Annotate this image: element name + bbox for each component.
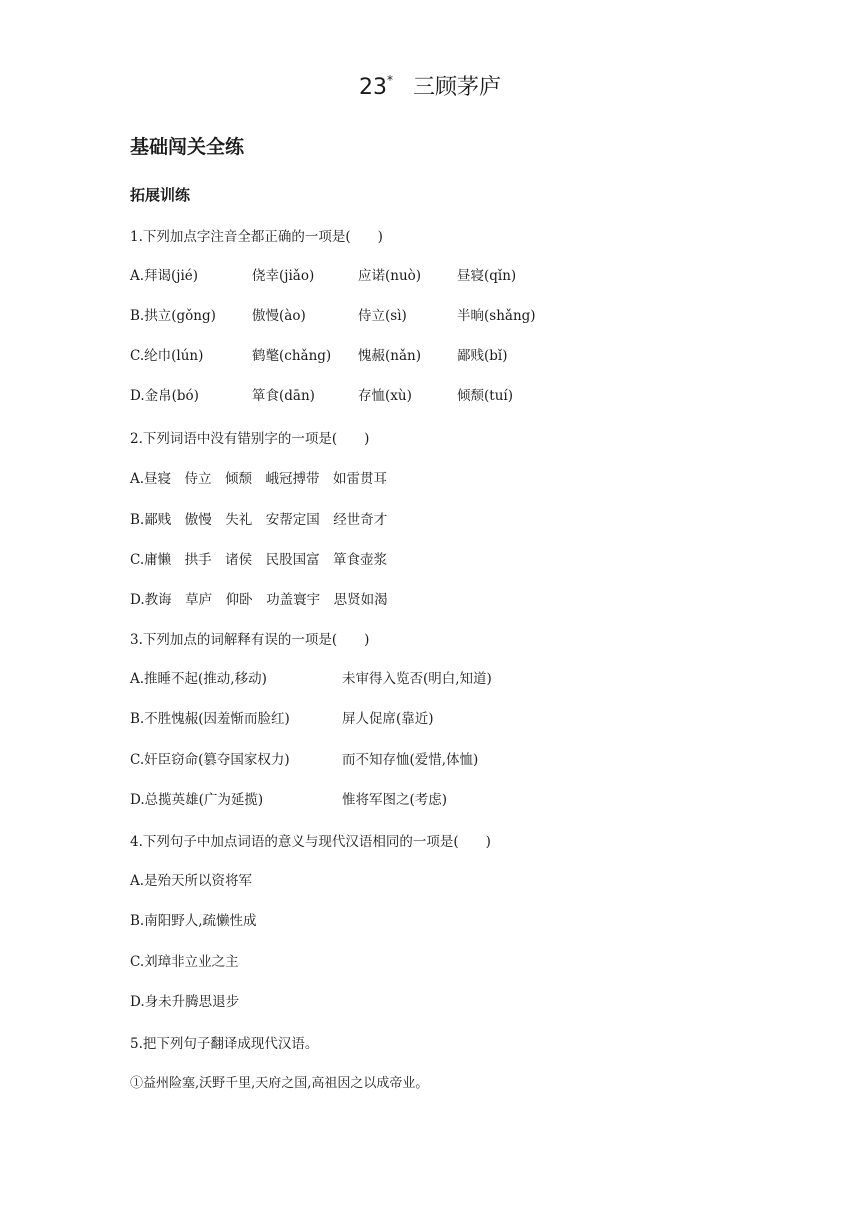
q3-option-c-2: 而不知存恤(爱惜,体恤): [342, 752, 479, 768]
lesson-title: [0, 70, 860, 101]
q3-option-a-1: A.推睡不起(推动,移动): [130, 671, 267, 687]
q1-option-a-3: 应诺(nuò): [358, 268, 422, 284]
q3-option-a-2: 未审得入览否(明白,知道): [342, 671, 492, 687]
q4-option-a: A.是殆天所以资将军: [130, 873, 253, 889]
q1-option-d-4: 倾颓(tuí): [457, 388, 513, 404]
q2-option-c: C.庸懒 拱手 诸侯 民股国富 箪食壶浆: [130, 552, 388, 568]
q1-option-b-2: 傲慢(ào): [252, 308, 306, 324]
q2-option-a: A.昼寝 侍立 倾颓 峨冠搏带 如雷贯耳: [130, 471, 388, 487]
q1-option-c-2: 鹤氅(chǎng): [252, 348, 332, 364]
q1-option-b-1: B.拱立(gǒng): [130, 308, 216, 324]
subsection-heading: 拓展训练: [130, 186, 191, 204]
lesson-number: 23: [358, 75, 387, 100]
q3-option-b-1: B.不胜愧赧(因羞惭而脸红): [130, 711, 290, 727]
section-heading: 基础闯关全练: [130, 136, 245, 158]
q3-option-b-2: 屏人促席(靠近): [342, 711, 434, 727]
q1-option-c-1: C.纶巾(lún): [130, 348, 204, 364]
q1-option-a-1: A.拜谒(jié): [130, 268, 199, 284]
q1-option-a-2: 侥幸(jiǎo): [252, 268, 315, 284]
q1-option-a-4: 昼寝(qǐn): [457, 268, 517, 284]
q1-option-d-1: D.金帛(bó): [130, 388, 199, 404]
q1-option-d-2: 箪食(dān): [252, 388, 315, 404]
q3-stem: 3.下列加点的词解释有误的一项是( ): [130, 632, 370, 648]
q3-option-c-1: C.奸臣窃命(篡夺国家权力): [130, 752, 290, 768]
q5-item-1: ①益州险塞,沃野千里,天府之国,高祖因之以成帝业。: [130, 1076, 429, 1091]
q1-option-b-4: 半晌(shǎng): [457, 308, 536, 324]
q4-option-c: C.刘璋非立业之主: [130, 954, 239, 970]
q2-option-b: B.鄙贱 傲慢 失礼 安帮定国 经世奇才: [130, 512, 388, 528]
q3-option-d-1: D.总揽英雄(广为延揽): [130, 792, 264, 808]
q5-stem: 5.把下列句子翻译成现代汉语。: [130, 1036, 319, 1052]
q1-option-d-3: 存恤(xù): [358, 388, 412, 404]
q2-stem: 2.下列词语中没有错别字的一项是( ): [130, 431, 370, 447]
q3-option-d-2: 惟将军图之(考虑): [342, 792, 448, 808]
q1-option-c-4: 鄙贱(bǐ): [457, 348, 508, 364]
lesson-mark: *: [386, 73, 393, 87]
q4-stem: 4.下列句子中加点词语的意义与现代汉语相同的一项是( ): [130, 834, 491, 850]
q1-option-b-3: 侍立(sì): [358, 308, 407, 324]
q4-option-b: B.南阳野人,疏懒性成: [130, 913, 257, 929]
lesson-name: 三顾茅庐: [412, 75, 501, 100]
q1-option-c-3: 愧赧(nǎn): [358, 348, 421, 364]
q4-option-d: D.身未升腾思退步: [130, 994, 240, 1010]
q1-stem: 1.下列加点字注音全都正确的一项是( ): [130, 229, 383, 245]
q2-option-d: D.教诲 草庐 仰卧 功盖寰宇 思贤如渴: [130, 592, 388, 608]
